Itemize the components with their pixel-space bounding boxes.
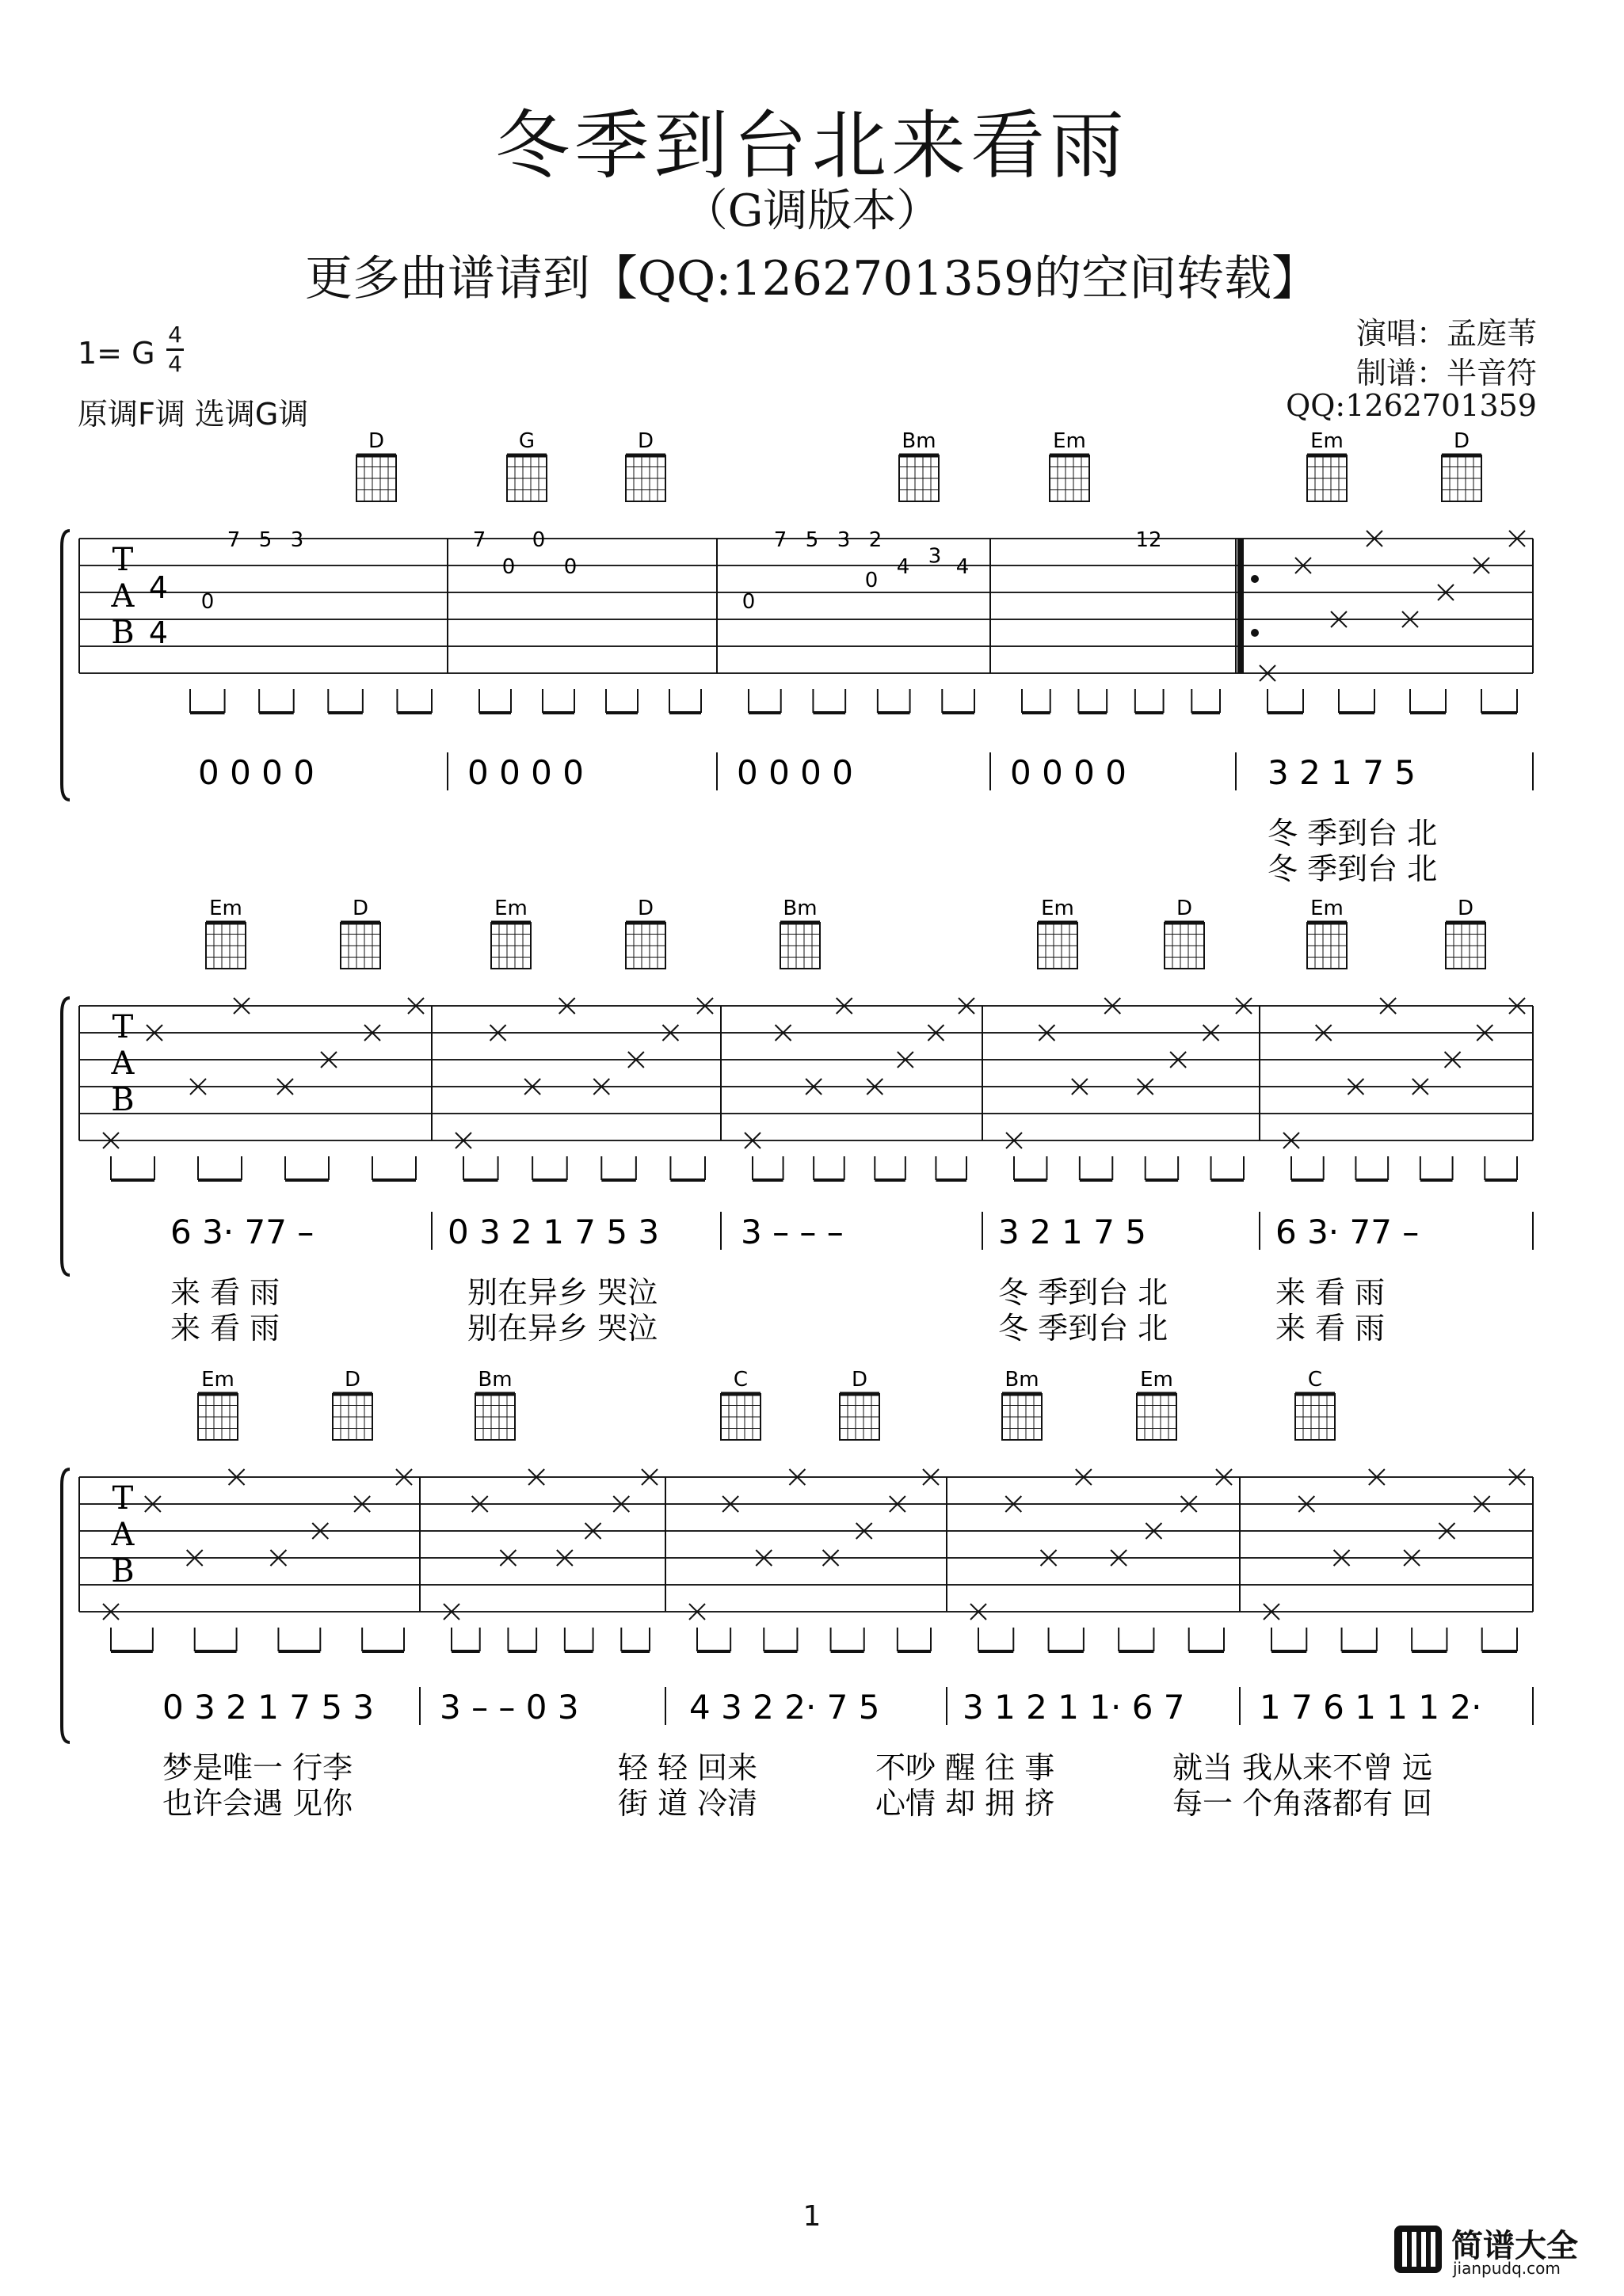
- numbered-notation: 1 7 6 1 1 1 2·: [1260, 1688, 1482, 1727]
- qq-number: QQ:1262701359: [1286, 388, 1537, 423]
- source-line: 更多曲谱请到【QQ:1262701359的空间转载】: [304, 251, 1320, 307]
- transcriber: 制谱：半音符: [1355, 356, 1537, 390]
- numbered-notation: 0 3 2 1 7 5 3: [448, 1213, 660, 1251]
- chord-name: Em: [1310, 897, 1344, 920]
- tab-fret-number: 3: [837, 528, 851, 552]
- lyrics-line-1: 就当 我从来不曾 远: [1172, 1750, 1433, 1785]
- tab-fret-number: 4: [896, 555, 910, 579]
- subtitle: （G调版本）: [683, 185, 941, 237]
- lyrics-line-1: 来 看 雨: [170, 1275, 280, 1310]
- time-top: 4: [168, 322, 182, 348]
- tab-time-top: 4: [148, 570, 169, 605]
- chord-name: G: [518, 429, 536, 453]
- tab-fret-number: 3: [290, 528, 304, 552]
- chord-name: C: [733, 1368, 749, 1392]
- numbered-notation: 3 – – 0 3: [440, 1688, 579, 1727]
- page-number: 1: [802, 2200, 822, 2233]
- key-note: 原调F调 选调G调: [78, 397, 309, 432]
- lyrics-line-1: 来 看 雨: [1275, 1275, 1386, 1310]
- logo-text: 简谱大全: [1451, 2228, 1578, 2264]
- chord-name: Em: [1140, 1368, 1173, 1392]
- tab-fret-number: 0: [563, 555, 578, 579]
- tab-label-b: B: [111, 1553, 135, 1590]
- lyrics-line-2: 每一 个角落都有 回: [1172, 1786, 1433, 1821]
- chord-name: Bm: [478, 1368, 513, 1392]
- tab-fret-number: 7: [472, 528, 486, 552]
- chord-name: Em: [201, 1368, 234, 1392]
- numbered-notation: 4 3 2 2· 7 5: [689, 1688, 880, 1727]
- lyrics-line-2: 心情 却 拥 挤: [875, 1786, 1055, 1821]
- lyrics-line-1: 冬 季到台 北: [1268, 816, 1438, 851]
- lyrics-line-2: 来 看 雨: [1275, 1311, 1386, 1346]
- tab-fret-number: 5: [805, 528, 819, 552]
- page-title: 冬季到台北来看雨: [494, 103, 1129, 189]
- tab-fret-number: 0: [532, 528, 546, 552]
- lyrics-line-1: 轻 轻 回来: [618, 1750, 758, 1785]
- chord-name: D: [637, 429, 654, 453]
- numbered-notation: 0 0 0 0: [467, 753, 584, 792]
- site-logo: [1394, 2218, 1608, 2281]
- key-signature: 1= G: [78, 336, 155, 371]
- tab-fret-number: 0: [864, 569, 879, 592]
- numbered-notation: 6 3· 77 –: [170, 1213, 315, 1251]
- lyrics-line-2: 冬 季到台 北: [998, 1311, 1168, 1346]
- numbered-notation: 3 2 1 7 5: [998, 1213, 1147, 1251]
- repeat-dot: [1251, 575, 1259, 583]
- chord-name: D: [368, 429, 385, 453]
- lyrics-line-2: 别在异乡 哭泣: [467, 1311, 658, 1346]
- lyrics-line-1: 冬 季到台 北: [998, 1275, 1168, 1310]
- lyrics-line-1: 别在异乡 哭泣: [467, 1275, 658, 1310]
- chord-name: D: [352, 897, 369, 920]
- chord-name: Em: [209, 897, 242, 920]
- tab-label-a: A: [111, 1517, 135, 1553]
- tab-fret-number: 7: [227, 528, 241, 552]
- tab-label-t: T: [112, 542, 134, 578]
- lyrics-line-1: 梦是唯一 行李: [162, 1750, 353, 1785]
- singer: 演唱：孟庭苇: [1355, 316, 1537, 351]
- tab-time-bottom: 4: [148, 615, 169, 650]
- tab-fret-number: 5: [258, 528, 273, 552]
- chord-name: Bm: [783, 897, 818, 920]
- tab-fret-number: 12: [1135, 528, 1162, 552]
- chord-name: Em: [1041, 897, 1074, 920]
- numbered-notation: 3 – – –: [741, 1213, 844, 1251]
- tab-fret-number: 4: [955, 555, 970, 579]
- chord-name: Bm: [1005, 1368, 1039, 1392]
- chord-name: D: [637, 897, 654, 920]
- system-bracket: [62, 1469, 70, 1742]
- tab-label-b: B: [111, 615, 135, 651]
- chord-name: Em: [1310, 429, 1344, 453]
- repeat-dot: [1251, 629, 1259, 637]
- chord-name: D: [1457, 897, 1474, 920]
- tab-label-t: T: [112, 1009, 134, 1045]
- tab-fret-number: 7: [773, 528, 787, 552]
- chord-name: D: [851, 1368, 868, 1392]
- numbered-notation: 3 1 2 1 1· 6 7: [963, 1688, 1185, 1727]
- numbered-notation: 0 0 0 0: [1010, 753, 1127, 792]
- tab-fret-number: 0: [741, 590, 756, 615]
- chord-name: C: [1307, 1368, 1323, 1392]
- system-bracket: [62, 531, 70, 800]
- chord-name: Bm: [902, 429, 936, 453]
- chord-name: D: [344, 1368, 361, 1392]
- tab-label-a: A: [111, 1045, 135, 1082]
- lyrics-line-2: 来 看 雨: [170, 1311, 280, 1346]
- chord-name: D: [1176, 897, 1193, 920]
- lyrics-line-1: 不吵 醒 往 事: [875, 1750, 1055, 1785]
- time-bottom: 4: [168, 351, 182, 377]
- chord-name: D: [1453, 429, 1470, 453]
- numbered-notation: 0 0 0 0: [737, 753, 853, 792]
- logo-url: jianpudq.com: [1453, 2259, 1561, 2278]
- lyrics-line-2: 也许会遇 见你: [162, 1786, 353, 1821]
- tab-label-b: B: [111, 1082, 135, 1118]
- tab-fret-number: 3: [928, 544, 942, 569]
- numbered-notation: 0 0 0 0: [198, 753, 315, 792]
- lyrics-line-2: 街 道 冷清: [618, 1786, 758, 1821]
- chord-name: Em: [494, 897, 528, 920]
- numbered-notation: 6 3· 77 –: [1275, 1213, 1420, 1251]
- tab-label-a: A: [111, 578, 135, 615]
- piano-icon: [1394, 2226, 1442, 2273]
- tab-label-t: T: [112, 1480, 134, 1517]
- tab-fret-number: 2: [868, 528, 883, 552]
- chord-name: Em: [1053, 429, 1086, 453]
- numbered-notation: 3 2 1 7 5: [1268, 753, 1416, 792]
- system-bracket: [62, 998, 70, 1275]
- tab-fret-number: 0: [501, 555, 516, 579]
- lyrics-line-2: 冬 季到台 北: [1268, 851, 1438, 886]
- numbered-notation: 0 3 2 1 7 5 3: [162, 1688, 375, 1727]
- tab-fret-number: 0: [200, 590, 215, 615]
